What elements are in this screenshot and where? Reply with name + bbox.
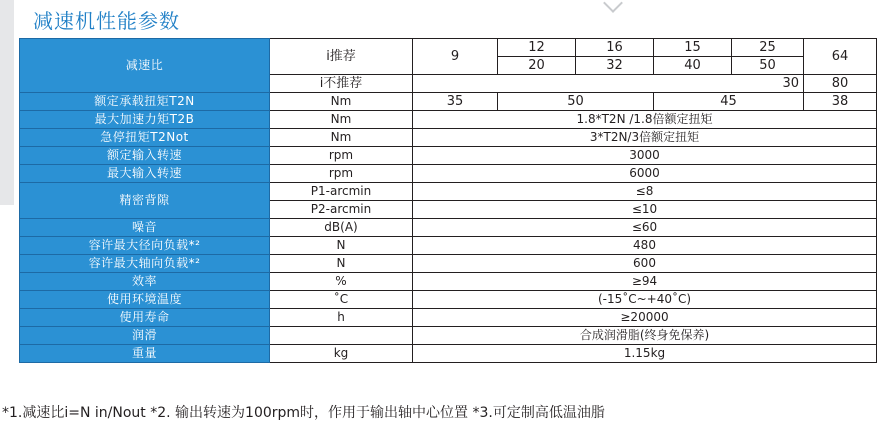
- max-input-speed-unit: rpm: [270, 165, 413, 183]
- noise-unit: dB(A): [270, 219, 413, 237]
- efficiency-value: ≥94: [413, 273, 877, 291]
- noise-label: 噪音: [20, 219, 270, 237]
- ratio-value: 12: [498, 39, 576, 57]
- ratio-value: 20: [498, 57, 576, 75]
- rated-input-speed-unit: rpm: [270, 147, 413, 165]
- max-accel-torque-label: 最大加速力矩T2B: [20, 111, 270, 129]
- table-row: [20, 345, 877, 363]
- radial-load-value: 480: [413, 237, 877, 255]
- weight-label: 重量: [20, 345, 270, 363]
- ratio-not-recommended-value: 80: [804, 75, 877, 93]
- emergency-stop-torque-unit: Nm: [270, 129, 413, 147]
- axial-load-value: 600: [413, 255, 877, 273]
- lubrication-value: 合成润滑脂(终身免保养): [413, 327, 877, 345]
- table-row: [20, 291, 877, 309]
- backlash-p2-value: ≤10: [413, 201, 877, 219]
- ratio-value: 64: [804, 39, 877, 75]
- table-row: [20, 255, 877, 273]
- axial-load-unit: N: [270, 255, 413, 273]
- backlash-label: 精密背隙: [20, 183, 270, 219]
- ratio-value: 50: [732, 57, 804, 75]
- rated-torque-label: 额定承载扭矩T2N: [20, 93, 270, 111]
- efficiency-unit: %: [270, 273, 413, 291]
- table-row: [20, 327, 877, 345]
- lubrication-unit: [270, 327, 413, 345]
- ratio-not-recommended-value: 30: [413, 75, 804, 93]
- max-accel-torque-value: 1.8*T2N /1.8倍额定扭矩: [413, 111, 877, 129]
- table-row: [20, 309, 877, 327]
- ambient-temp-label: 使用环境温度: [20, 291, 270, 309]
- rated-torque-value: 50: [498, 93, 654, 111]
- ambient-temp-unit: ˚C: [270, 291, 413, 309]
- emergency-stop-torque-value: 3*T2N/3倍额定扭矩: [413, 129, 877, 147]
- table-row: [20, 237, 877, 255]
- radial-load-label: 容许最大径向负载*²: [20, 237, 270, 255]
- left-edge-strip: [0, 0, 14, 205]
- max-accel-torque-unit: Nm: [270, 111, 413, 129]
- table-row: [20, 273, 877, 291]
- ambient-temp-value: (-15˚C~+40˚C): [413, 291, 877, 309]
- rated-torque-value: 38: [804, 93, 877, 111]
- table-row: [20, 111, 877, 129]
- table-row: [20, 219, 877, 237]
- service-life-value: ≥20000: [413, 309, 877, 327]
- backlash-p1-unit: P1-arcmin: [270, 183, 413, 201]
- service-life-unit: h: [270, 309, 413, 327]
- ratio-value: 40: [654, 57, 732, 75]
- spec-table: [19, 38, 877, 363]
- rated-torque-value: 45: [654, 93, 804, 111]
- ratio-label: 减速比: [20, 39, 270, 93]
- footnote: *1.减速比i=N in/Nout *2. 输出转速为100rpm时，作用于输出轴中心位置 *3.可定制高低温油脂: [2, 405, 605, 421]
- ratio-not-recommended-label: i不推荐: [270, 75, 413, 93]
- backlash-p2-unit: P2-arcmin: [270, 201, 413, 219]
- lubrication-label: 润滑: [20, 327, 270, 345]
- ratio-value: 9: [413, 39, 498, 75]
- ratio-value: 15: [654, 39, 732, 57]
- table-row: [20, 129, 877, 147]
- axial-load-label: 容许最大轴向负载*²: [20, 255, 270, 273]
- weight-unit: kg: [270, 345, 413, 363]
- ratio-value: 16: [576, 39, 654, 57]
- ratio-recommended-label: i推荐: [270, 39, 413, 75]
- page-title: 减速机性能参数: [33, 9, 180, 33]
- chevron-down-icon: [603, 0, 623, 13]
- ratio-value: 25: [732, 39, 804, 57]
- noise-value: ≤60: [413, 219, 877, 237]
- max-input-speed-value: 6000: [413, 165, 877, 183]
- table-row: [20, 39, 877, 57]
- emergency-stop-torque-label: 急停扭矩T2Not: [20, 129, 270, 147]
- table-row: [20, 147, 877, 165]
- rated-input-speed-value: 3000: [413, 147, 877, 165]
- rated-torque-unit: Nm: [270, 93, 413, 111]
- rated-input-speed-label: 额定输入转速: [20, 147, 270, 165]
- ratio-value: 32: [576, 57, 654, 75]
- table-row: [20, 165, 877, 183]
- backlash-p1-value: ≤8: [413, 183, 877, 201]
- weight-value: 1.15kg: [413, 345, 877, 363]
- table-row: [20, 183, 877, 201]
- service-life-label: 使用寿命: [20, 309, 270, 327]
- radial-load-unit: N: [270, 237, 413, 255]
- efficiency-label: 效率: [20, 273, 270, 291]
- table-row: [20, 93, 877, 111]
- max-input-speed-label: 最大输入转速: [20, 165, 270, 183]
- rated-torque-value: 35: [413, 93, 498, 111]
